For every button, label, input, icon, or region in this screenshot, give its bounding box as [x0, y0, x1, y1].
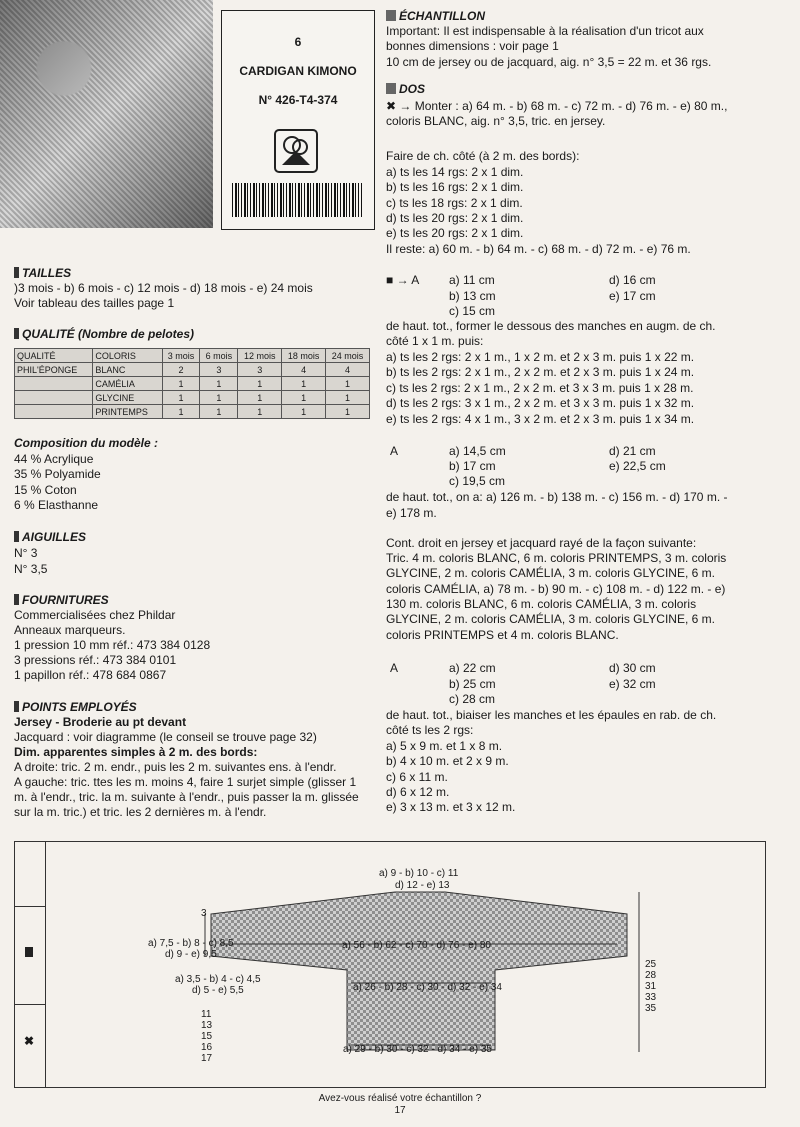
pattern-diagram	[14, 841, 766, 1088]
points-heading: POINTS EMPLOYÉS	[14, 700, 137, 714]
dos-measure: d) 16 cm	[609, 273, 656, 287]
table-cell: 1	[162, 391, 200, 405]
armhole-label: a) 3,5 - b) 4 - c) 4,5	[175, 974, 261, 985]
aiguilles-heading: AIGUILLES	[14, 530, 86, 544]
dos-measure: a) 22 cm	[449, 661, 496, 675]
col-qualite: QUALITÉ	[15, 349, 93, 363]
dos-measure: c) 15 cm	[449, 304, 496, 318]
dos-measure: e) 17 cm	[609, 289, 656, 303]
table-cell: 1	[326, 391, 370, 405]
dos-line: e) 178 m.	[386, 506, 437, 520]
tailles-heading: TAILLES	[14, 266, 71, 280]
points-line: A gauche: tric. ttes les m. moins 4, faire 1 surjet simple (glisser 1	[14, 775, 357, 789]
dos-line: coloris PRINTEMPS et 4 m. coloris BLANC.	[386, 628, 619, 642]
dos-measure: a) 11 cm	[449, 273, 495, 287]
composition-heading: Composition du modèle :	[14, 436, 158, 450]
table-cell: 1	[238, 377, 282, 391]
dos-line: côté ts les 2 rgs:	[386, 723, 474, 737]
points-line: Dim. apparentes simples à 2 m. des bords:	[14, 745, 258, 759]
composition-item: 35 % Polyamide	[14, 467, 101, 481]
width-label: a) 26 - b) 28 - c) 30 - d) 32 - e) 34	[353, 982, 502, 993]
dos-line: coloris CAMÉLIA, a) 78 m. - b) 90 m. - c) 108 m. - d) 122 m. - e)	[386, 582, 726, 596]
table-cell: PHIL'ÉPONGE	[15, 363, 93, 377]
dos-line: e) 3 x 13 m. et 3 x 12 m.	[386, 800, 516, 814]
photo-shade	[0, 0, 213, 228]
height-label: 16	[201, 1042, 213, 1053]
table-cell: 3	[200, 363, 238, 377]
echantillon-line: 10 cm de jersey ou de jacquard, aig. n° 3,5 = 22 m. et 36 rgs.	[386, 55, 712, 69]
table-cell: 1	[282, 405, 326, 419]
dos-line: GLYCINE, 2 m. coloris CAMÉLIA, 3 m. coloris GLYCINE, 6 m.	[386, 566, 715, 580]
supply-item: Anneaux marqueurs.	[14, 623, 126, 637]
table-cell: 1	[238, 405, 282, 419]
dos-measure: b) 13 cm	[449, 289, 496, 303]
composition-item: 15 % Coton	[14, 483, 77, 497]
supply-item: 1 pression 10 mm réf.: 473 384 0128	[14, 638, 211, 652]
table-cell: PRINTEMPS	[93, 405, 162, 419]
pattern-title: CARDIGAN KIMONO	[239, 64, 357, 78]
col-3mois: 3 mois	[162, 349, 200, 363]
col-6mois: 6 mois	[200, 349, 238, 363]
total-height-label: 33	[645, 992, 657, 1003]
table-cell	[15, 377, 93, 391]
dos-line: de haut. tot., former le dessous des manches en augm. de ch.	[386, 319, 716, 333]
points-line: Jacquard : voir diagramme (le conseil se trouve page 32)	[14, 730, 317, 744]
pattern-ref: N° 426-T4-374	[258, 93, 338, 107]
dos-line: côté 1 x 1 m. puis:	[386, 334, 484, 348]
table-cell: 1	[238, 391, 282, 405]
col-18mois: 18 mois	[282, 349, 326, 363]
table-cell: 4	[326, 363, 370, 377]
table-cell: 1	[200, 391, 238, 405]
table-row	[15, 377, 370, 391]
dos-line: b) ts les 2 rgs: 2 x 1 m., 2 x 2 m. et 2 x 3 m. puis 1 x 24 m.	[386, 365, 695, 379]
table-cell: 1	[162, 377, 200, 391]
col-coloris: COLORIS	[93, 349, 162, 363]
dos-line: b) 4 x 10 m. et 2 x 9 m.	[386, 754, 509, 768]
dos-line: c) 6 x 11 m.	[386, 770, 448, 784]
footer-question: Avez-vous réalisé votre échantillon ?	[318, 1093, 482, 1104]
yarn-table	[14, 348, 370, 419]
table-cell: 1	[200, 377, 238, 391]
dos-measure: b) 17 cm	[449, 459, 496, 473]
shoulder-height-label: 3	[201, 908, 207, 919]
neck-width-label: a) 9 - b) 10 - c) 11	[379, 868, 459, 879]
composition-item: 6 % Elasthanne	[14, 498, 99, 512]
dos-line: Il reste: a) 60 m. - b) 64 m. - c) 68 m. - d) 72 m. - e) 76 m.	[386, 242, 691, 256]
dos-line: e) ts les 20 rgs: 2 x 1 dim.	[386, 226, 524, 240]
dos-line: a) 5 x 9 m. et 1 x 8 m.	[386, 739, 503, 753]
dos-heading: DOS	[386, 82, 425, 96]
height-label: 15	[201, 1031, 213, 1042]
table-cell	[15, 405, 93, 419]
dos-line: d) 6 x 12 m.	[386, 785, 450, 799]
dos-line: Faire de ch. côté (à 2 m. des bords):	[386, 149, 580, 163]
table-cell	[15, 391, 93, 405]
dos-line: c) ts les 18 rgs: 2 x 1 dim.	[386, 196, 523, 210]
table-cell: GLYCINE	[93, 391, 162, 405]
barcode	[232, 183, 362, 217]
table-row	[15, 391, 370, 405]
table-cell: BLANC	[93, 363, 162, 377]
table-cell: 1	[326, 377, 370, 391]
dos-marker: A	[390, 661, 399, 675]
dos-line: c) ts les 2 rgs: 2 x 1 m., 2 x 2 m. et 3 x 3 m. puis 1 x 28 m.	[386, 381, 694, 395]
table-cell: 3	[238, 363, 282, 377]
table-cell: 1	[282, 377, 326, 391]
qualite-heading: QUALITÉ (Nombre de pelotes)	[14, 327, 194, 341]
dos-measure: c) 28 cm	[449, 692, 496, 706]
total-height-label: 28	[645, 970, 657, 981]
total-height-label: 25	[645, 959, 657, 970]
dos-line: Tric. 4 m. coloris BLANC, 6 m. coloris PRINTEMPS, 3 m. coloris	[386, 551, 727, 565]
page-number: 17	[394, 1105, 406, 1116]
echantillon-heading: ÉCHANTILLON	[386, 9, 485, 23]
echantillon-line: Important: Il est indispensable à la réalisation d'un tricot aux	[386, 24, 704, 38]
points-line: sur la m. tric.) et tric. les 2 dernières m. à l'endr.	[14, 805, 267, 819]
total-height-label: 31	[645, 981, 657, 992]
supply-item: 3 pressions réf.: 473 384 0101	[14, 653, 177, 667]
width-label: a) 56 - b) 62 - c) 70 - d) 76 - e) 80	[342, 940, 491, 951]
table-row	[15, 363, 370, 377]
points-line: A droite: tric. 2 m. endr., puis les 2 m. suivantes ens. à l'endr.	[14, 760, 337, 774]
pattern-card	[221, 10, 375, 230]
table-cell: 1	[200, 405, 238, 419]
col-12mois: 12 mois	[238, 349, 282, 363]
tailles-note: Voir tableau des tailles page 1	[14, 296, 175, 310]
pattern-number: 6	[294, 35, 302, 49]
dos-line: d) ts les 20 rgs: 2 x 1 dim.	[386, 211, 524, 225]
col-24mois: 24 mois	[326, 349, 370, 363]
tailles-sizes: )3 mois - b) 6 mois - c) 12 mois - d) 18 mois - e) 24 mois	[14, 281, 313, 295]
dos-marker: A	[390, 444, 399, 458]
dos-marker: ■ → A	[386, 273, 420, 287]
cross-marker-icon: ✖	[24, 1034, 35, 1048]
table-cell: CAMÉLIA	[93, 377, 162, 391]
dos-measure: b) 25 cm	[449, 677, 496, 691]
dos-line: a) ts les 14 rgs: 2 x 1 dim.	[386, 165, 524, 179]
dos-line: coloris BLANC, aig. n° 3,5, tric. en jersey.	[386, 114, 606, 128]
height-label: 13	[201, 1020, 213, 1031]
dos-line: e) ts les 2 rgs: 4 x 1 m., 3 x 2 m. et 2 x 3 m. puis 1 x 34 m.	[386, 412, 695, 426]
table-cell: 4	[282, 363, 326, 377]
needle-size: N° 3,5	[14, 562, 48, 576]
dos-line: de haut. tot., biaiser les manches et les épaules en rab. de ch.	[386, 708, 717, 722]
table-cell: 1	[282, 391, 326, 405]
armhole-label: d) 5 - e) 5,5	[192, 985, 244, 996]
dos-line: b) ts les 16 rgs: 2 x 1 dim.	[386, 180, 524, 194]
dos-line: ✖ → Monter : a) 64 m. - b) 68 m. - c) 72 m. - d) 76 m. - e) 80 m.,	[386, 99, 728, 113]
dos-line: de haut. tot., on a: a) 126 m. - b) 138 m. - c) 156 m. - d) 170 m. -	[386, 490, 728, 504]
dos-measure: e) 22,5 cm	[609, 459, 666, 473]
needle-size: N° 3	[14, 546, 38, 560]
neck-width-label: d) 12 - e) 13	[395, 880, 450, 891]
width-label: a) 29 - b) 30 - c) 32 - d) 34 - e) 35	[343, 1044, 492, 1055]
yarn-table-header	[15, 349, 370, 363]
dos-measure: c) 19,5 cm	[449, 474, 506, 488]
dos-measure: e) 32 cm	[609, 677, 656, 691]
dos-line: Cont. droit en jersey et jacquard rayé de la façon suivante:	[386, 536, 697, 550]
table-row	[15, 405, 370, 419]
table-cell: 1	[162, 405, 200, 419]
table-cell: 2	[162, 363, 200, 377]
dos-line: 130 m. coloris BLANC, 6 m. coloris CAMÉLIA, 3 m. coloris	[386, 597, 697, 611]
difficulty-logo-icon	[274, 129, 318, 173]
height-label: 11	[201, 1009, 212, 1020]
height-label: 17	[201, 1053, 213, 1064]
sleeve-label: d) 9 - e) 9,5	[165, 949, 217, 960]
total-height-label: 35	[645, 1003, 657, 1014]
dos-measure: d) 21 cm	[609, 444, 656, 458]
sleeve-label: a) 7,5 - b) 8 - c) 8,5	[148, 938, 234, 949]
points-line: m. à l'endr., tric. la m. suivante à l'endr., puis passer la m. glissée	[14, 790, 359, 804]
points-line: Jersey - Broderie au pt devant	[14, 715, 187, 729]
echantillon-line: bonnes dimensions : voir page 1	[386, 39, 559, 53]
dos-measure: a) 14,5 cm	[449, 444, 506, 458]
dos-line: d) ts les 2 rgs: 3 x 1 m., 2 x 2 m. et 3 x 3 m. puis 1 x 32 m.	[386, 396, 695, 410]
dos-measure: d) 30 cm	[609, 661, 656, 675]
fournitures-heading: FOURNITURES	[14, 593, 109, 607]
dos-line: GLYCINE, 2 m. coloris CAMÉLIA, 3 m. coloris GLYCINE, 6 m.	[386, 612, 715, 626]
supply-item: 1 papillon réf.: 478 684 0867	[14, 668, 167, 682]
composition-item: 44 % Acrylique	[14, 452, 94, 466]
dos-line: a) ts les 2 rgs: 2 x 1 m., 1 x 2 m. et 2 x 3 m. puis 1 x 22 m.	[386, 350, 695, 364]
supply-item: Commercialisées chez Phildar	[14, 608, 176, 622]
table-cell: 1	[326, 405, 370, 419]
